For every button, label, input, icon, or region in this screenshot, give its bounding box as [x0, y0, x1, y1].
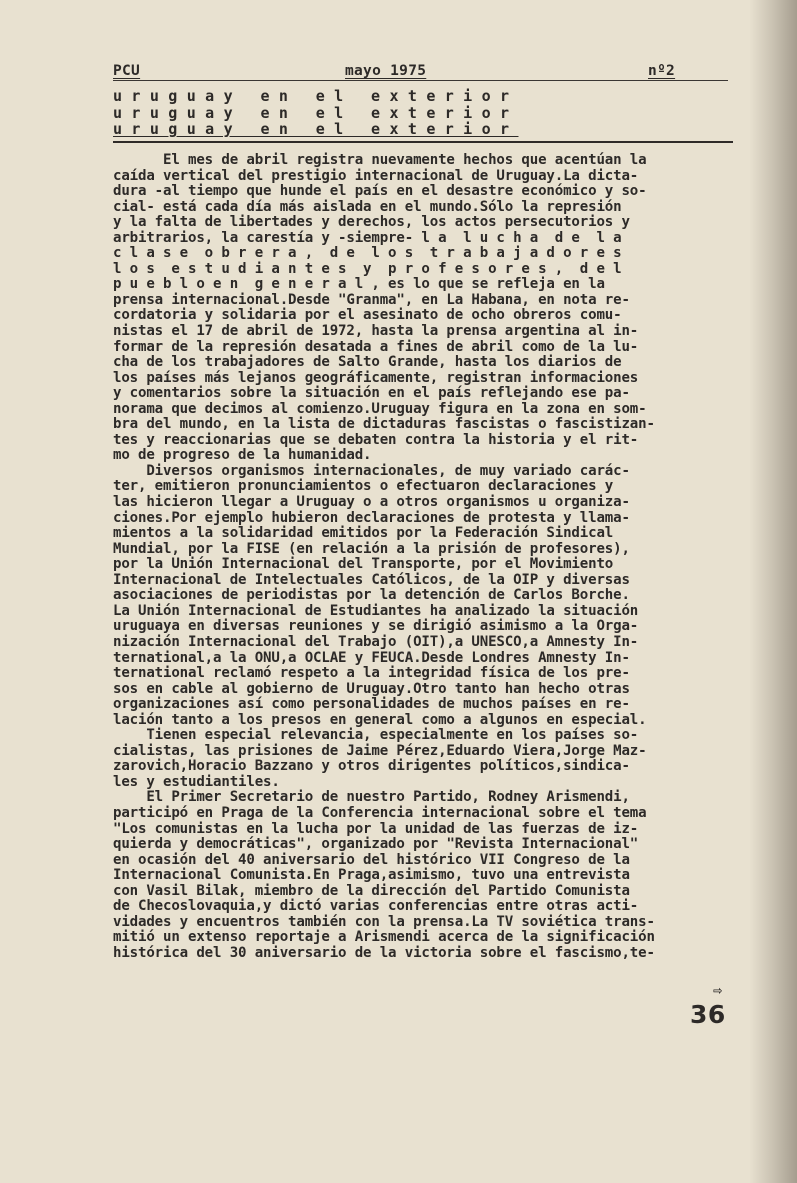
- body-line: l o s e s t u d i a n t e s y p r o f e s o r e s , d e l: [113, 260, 622, 277]
- body-line: La Unión Internacional de Estudiantes ha analizado la situación: [113, 602, 639, 619]
- body-line: cial- está cada día más aislada en el mundo.Sólo la represión: [113, 198, 622, 215]
- body-line: formar de la represión desatada a fines de abril como de la lu-: [113, 338, 639, 355]
- body-line: de Checoslovaquia,y dictó varias conferencias entre otras acti-: [113, 898, 639, 915]
- body-line: ternational,a la ONU,a OCLAE y FEUCA.Desde Londres Amnesty In-: [113, 649, 630, 666]
- body-line: zarovich,Horacio Bazzano y otros dirigentes políticos,sindica-: [113, 758, 630, 775]
- body-line: organizaciones así como personalidades de muchos países en re-: [113, 696, 630, 713]
- body-line: ciones.Por ejemplo hubieron declaraciones de protesta y llama-: [113, 509, 630, 526]
- body-line: arbitrarios, la carestía y -siempre- l a l u c h a d e l a: [113, 229, 622, 246]
- body-line: asociaciones de periodistas por la detención de Carlos Borche.: [113, 587, 630, 604]
- body-line: Tienen especial relevancia, especialmente en los países so-: [113, 727, 639, 744]
- body-line: bra del mundo, en la lista de dictaduras fascistas o fascistizan-: [113, 416, 655, 433]
- body-line: dura -al tiempo que hunde el país en el desastre económico y so-: [113, 183, 647, 200]
- body-line: mientos a la solidaridad emitidos por la Federación Sindical: [113, 525, 614, 542]
- body-line: tes y reaccionarias que se debaten contra la historia y el rit-: [113, 431, 639, 448]
- page-number: 36: [690, 1000, 726, 1029]
- body-line: cha de los trabajadores de Salto Grande, hasta los diarios de: [113, 354, 622, 371]
- body-line: prensa internacional.Desde "Granma", en La Habana, en nota re-: [113, 291, 630, 308]
- body-line: las hicieron llegar a Uruguay o a otros organismos u organiza-: [113, 494, 630, 511]
- body-line: con Vasil Bilak, miembro de la dirección del Partido Comunista: [113, 882, 630, 899]
- body-line: Diversos organismos internacionales, de muy variado carác-: [113, 462, 630, 479]
- section-title: [113, 88, 543, 138]
- header-issue-number: nº2: [648, 63, 676, 79]
- body-line: nistas el 17 de abril de 1972, hasta la prensa argentina al in-: [113, 323, 639, 340]
- body-line: lación tanto a los presos en general como a algunos en especial.: [113, 711, 647, 728]
- body-line: por la Unión Internacional del Transporte, por el Movimiento: [113, 556, 614, 573]
- header-date: mayo 1975: [345, 63, 427, 79]
- body-line: cialistas, las prisiones de Jaime Pérez,Eduardo Viera,Jorge Maz-: [113, 742, 647, 759]
- body-line: Internacional Comunista.En Praga,asimismo, tuvo una entrevista: [113, 867, 630, 884]
- body-line: El mes de abril registra nuevamente hechos que acentúan la: [113, 152, 647, 168]
- body-line: Mundial, por la FISE (en relación a la prisión de profesores),: [113, 540, 630, 557]
- header-publication: PCU: [113, 63, 141, 79]
- body-line: quierda y democráticas", organizado por "Revista Internacional": [113, 836, 639, 853]
- body-line: cordatoria y solidaria por el asesinato de ocho obreros comu-: [113, 307, 622, 324]
- body-line: mitió un extenso reportaje a Arismendi acerca de la significación: [113, 929, 655, 946]
- body-line: en ocasión del 40 aniversario del histórico VII Congreso de la: [113, 851, 630, 868]
- body-line: participó en Praga de la Conferencia internacional sobre el tema: [113, 804, 647, 821]
- body-line: vidades y encuentros también con la prensa.La TV soviética trans-: [113, 913, 655, 930]
- body-line: ternational reclamó respeto a la integridad física de los pre-: [113, 665, 630, 682]
- title-rule: [113, 141, 733, 143]
- body-line: Internacional de Intelectuales Católicos, de la OIP y diversas: [113, 571, 630, 588]
- body-line: los países más lejanos geográficamente, registran informaciones: [113, 369, 639, 386]
- title-line: uruguay en el exterior: [113, 103, 519, 122]
- body-line: y la falta de libertades y derechos, los actos persecutorios y: [113, 214, 630, 231]
- body-line: c l a s e o b r e r a , d e l o s t r a b a j a d o r e s: [113, 245, 622, 262]
- body-line: les y estudiantiles.: [113, 773, 280, 790]
- header-rule: [113, 80, 728, 81]
- body-line: mo de progreso de la humanidad.: [113, 447, 372, 464]
- continue-arrow-icon: ⇨: [713, 981, 723, 999]
- body-line: sos en cable al gobierno de Uruguay.Otro tanto han hecho otras: [113, 680, 630, 697]
- body-line: El Primer Secretario de nuestro Partido, Rodney Arismendi,: [113, 789, 630, 806]
- body-line: nización Internacional del Trabajo (OIT),a UNESCO,a Amnesty In-: [113, 633, 639, 650]
- body-line: uruguaya en diversas reuniones y se dirigió asimismo a la Orga-: [113, 618, 639, 635]
- body-line: caída vertical del prestigio internacional de Uruguay.La dicta-: [113, 167, 639, 184]
- body-line: norama que decimos al comienzo.Uruguay figura en la zona en som-: [113, 400, 647, 417]
- body-line: "Los comunistas en la lucha por la unidad de las fuerzas de iz-: [113, 820, 639, 837]
- article-body: [113, 153, 753, 961]
- body-line: y comentarios sobre la situación en el país reflejando ese pa-: [113, 385, 630, 402]
- body-line: histórica del 30 aniversario de la victoria sobre el fascismo,te-: [113, 944, 655, 961]
- title-line: uruguay en el exterior: [113, 87, 519, 105]
- title-line: uruguay en el exterior: [113, 120, 519, 138]
- body-line: ter, emitieron pronunciamientos o efectuaron declaraciones y: [113, 478, 614, 495]
- body-line: p u e b l o e n g e n e r a l , es lo que se refleja en la: [113, 276, 605, 293]
